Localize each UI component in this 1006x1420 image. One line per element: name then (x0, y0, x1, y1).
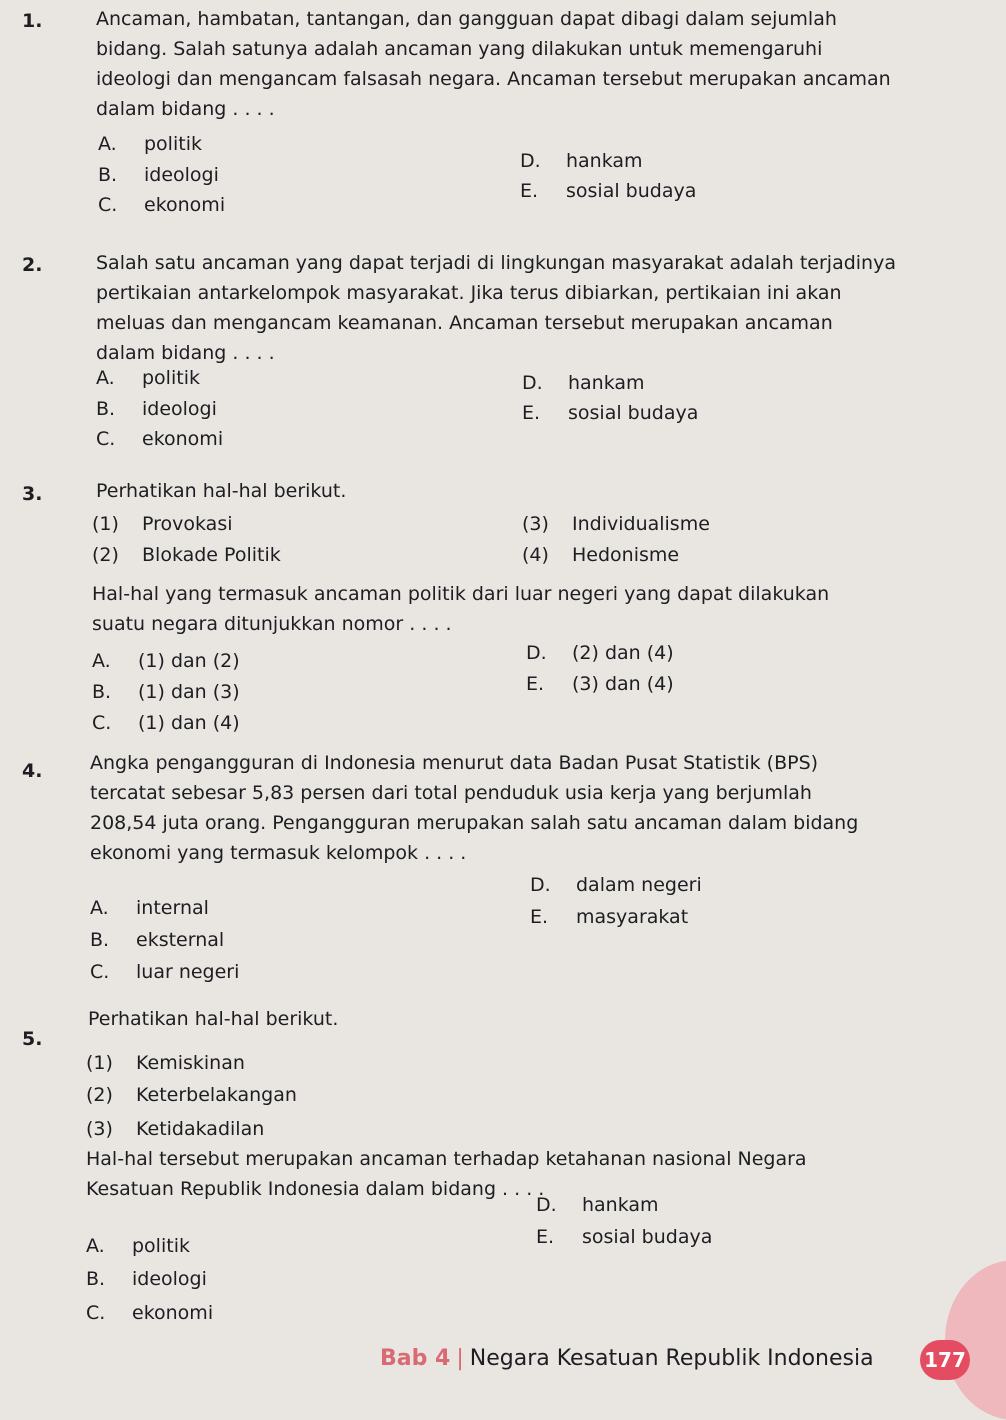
option-c[interactable] (86, 1302, 213, 1324)
option-text: hankam (568, 372, 645, 394)
option-b[interactable] (96, 398, 217, 420)
option-d[interactable] (526, 642, 674, 664)
option-text: luar negeri (136, 961, 240, 983)
item-key: (4) (522, 544, 549, 566)
option-text: dalam negeri (576, 874, 702, 896)
question-number: 3. (22, 483, 43, 505)
question-number: 5. (22, 1028, 43, 1050)
item-text: Provokasi (142, 513, 233, 535)
option-a[interactable] (92, 650, 240, 672)
option-a[interactable] (98, 133, 202, 155)
option-key: A. (90, 897, 109, 919)
stem-line: suatu negara ditunjukkan nomor . . . . (92, 613, 452, 635)
option-text: sosial budaya (566, 180, 697, 202)
option-text: politik (144, 133, 202, 155)
option-a[interactable] (90, 897, 209, 919)
option-key: D. (526, 642, 547, 664)
question-number: 4. (22, 760, 43, 782)
option-key: B. (86, 1268, 106, 1290)
question-stem (86, 1144, 936, 1204)
stem-line: pertikaian antarkelompok masyarakat. Jika terus dibiarkan, pertikaian ini akan (96, 282, 842, 304)
item-text: Individualisme (572, 513, 710, 535)
item-key: (3) (522, 513, 549, 535)
option-key: C. (98, 194, 118, 216)
option-text: ideologi (142, 398, 217, 420)
option-key: A. (98, 133, 117, 155)
question-intro: Perhatikan hal-hal berikut. (88, 1008, 339, 1030)
option-key: D. (520, 150, 541, 172)
option-key: B. (92, 681, 112, 703)
option-key: B. (96, 398, 116, 420)
option-text: hankam (566, 150, 643, 172)
option-text: hankam (582, 1194, 659, 1216)
page-footer (380, 1346, 874, 1371)
question-intro: Perhatikan hal-hal berikut. (96, 480, 347, 502)
stem-line: dalam bidang . . . . (96, 342, 275, 364)
list-item (86, 1084, 297, 1106)
chapter-title: Negara Kesatuan Republik Indonesia (469, 1346, 874, 1371)
option-text: (1) dan (4) (138, 712, 240, 734)
option-key: C. (86, 1302, 106, 1324)
page-number: 177 (920, 1340, 970, 1380)
stem-line: Salah satu ancaman yang dapat terjadi di lingkungan masyarakat adalah terjadinya (96, 252, 896, 274)
option-text: politik (132, 1235, 190, 1257)
option-key: C. (90, 961, 110, 983)
stem-line: bidang. Salah satunya adalah ancaman yang dilakukan untuk memengaruhi (96, 38, 823, 60)
option-text: internal (136, 897, 209, 919)
option-c[interactable] (96, 428, 223, 450)
option-key: C. (92, 712, 112, 734)
question-number: 2. (22, 254, 43, 276)
option-c[interactable] (98, 194, 225, 216)
option-e[interactable] (530, 906, 688, 928)
list-item (522, 513, 710, 535)
option-b[interactable] (98, 164, 219, 186)
option-text: (1) dan (2) (138, 650, 240, 672)
option-e[interactable] (526, 673, 674, 695)
stem-line: ideologi dan mengancam falsasah negara. Ancaman tersebut merupakan ancaman (96, 68, 891, 90)
option-d[interactable] (536, 1194, 659, 1216)
stem-line: dalam bidang . . . . (96, 98, 275, 120)
option-text: ideologi (132, 1268, 207, 1290)
item-key: (1) (92, 513, 119, 535)
question-number: 1. (22, 10, 43, 32)
item-text: Ketidakadilan (136, 1118, 265, 1140)
stem-line: Hal-hal tersebut merupakan ancaman terhadap ketahanan nasional Negara (86, 1148, 807, 1170)
option-text: ekonomi (144, 194, 226, 216)
list-item (92, 513, 233, 535)
option-key: E. (520, 180, 539, 202)
option-d[interactable] (522, 372, 645, 394)
option-b[interactable] (90, 929, 224, 951)
option-key: B. (98, 164, 118, 186)
option-d[interactable] (520, 150, 643, 172)
option-e[interactable] (522, 402, 698, 424)
stem-line: Ancaman, hambatan, tantangan, dan gangguan dapat dibagi dalam sejumlah (96, 8, 837, 30)
option-text: masyarakat (576, 906, 689, 928)
list-item (86, 1052, 245, 1074)
question-stem (90, 748, 918, 868)
stem-line: Kesatuan Republik Indonesia dalam bidang . . . . (86, 1178, 545, 1200)
option-text: ekonomi (132, 1302, 214, 1324)
item-key: (2) (92, 544, 119, 566)
option-text: sosial budaya (582, 1226, 713, 1248)
list-item (92, 544, 281, 566)
option-text: (3) dan (4) (572, 673, 674, 695)
option-text: (2) dan (4) (572, 642, 674, 664)
list-item (86, 1118, 264, 1140)
item-text: Blokade Politik (142, 544, 281, 566)
list-item (522, 544, 679, 566)
item-text: Hedonisme (572, 544, 680, 566)
option-key: B. (90, 929, 110, 951)
item-text: Keterbelakangan (136, 1084, 297, 1106)
option-text: eksternal (136, 929, 225, 951)
option-key: D. (536, 1194, 557, 1216)
stem-line: meluas dan mengancam keamanan. Ancaman tersebut merupakan ancaman (96, 312, 833, 334)
option-e[interactable] (520, 180, 696, 202)
option-key: E. (536, 1226, 555, 1248)
stem-line: tercatat sebesar 5,83 persen dari total penduduk usia kerja yang berjumlah (90, 782, 812, 804)
option-c[interactable] (90, 961, 239, 983)
option-key: E. (526, 673, 545, 695)
item-key: (2) (86, 1084, 113, 1106)
option-a[interactable] (96, 367, 200, 389)
option-key: E. (530, 906, 549, 928)
chapter-label: Bab 4 (380, 1346, 451, 1371)
option-text: (1) dan (3) (138, 681, 240, 703)
option-key: E. (522, 402, 541, 424)
stem-line: 208,54 juta orang. Pengangguran merupakan salah satu ancaman dalam bidang (90, 812, 859, 834)
option-key: D. (530, 874, 551, 896)
option-key: A. (96, 367, 115, 389)
option-text: ekonomi (142, 428, 224, 450)
option-a[interactable] (86, 1235, 190, 1257)
option-key: C. (96, 428, 116, 450)
item-text: Kemiskinan (136, 1052, 245, 1074)
stem-line: Angka pengangguran di Indonesia menurut data Badan Pusat Statistik (BPS) (90, 752, 819, 774)
option-c[interactable] (92, 712, 240, 734)
question-stem (92, 579, 924, 639)
option-key: D. (522, 372, 543, 394)
footer-separator: | (456, 1346, 464, 1371)
option-text: politik (142, 367, 200, 389)
option-text: sosial budaya (568, 402, 699, 424)
option-b[interactable] (92, 681, 240, 703)
option-text: ideologi (144, 164, 219, 186)
stem-line: ekonomi yang termasuk kelompok . . . . (90, 842, 467, 864)
option-key: A. (92, 650, 111, 672)
question-stem (96, 248, 924, 368)
option-e[interactable] (536, 1226, 712, 1248)
stem-line: Hal-hal yang termasuk ancaman politik dari luar negeri yang dapat dilakukan (92, 583, 830, 605)
option-b[interactable] (86, 1268, 207, 1290)
item-key: (1) (86, 1052, 113, 1074)
question-stem (96, 4, 924, 124)
item-key: (3) (86, 1118, 113, 1140)
option-d[interactable] (530, 874, 702, 896)
option-key: A. (86, 1235, 105, 1257)
